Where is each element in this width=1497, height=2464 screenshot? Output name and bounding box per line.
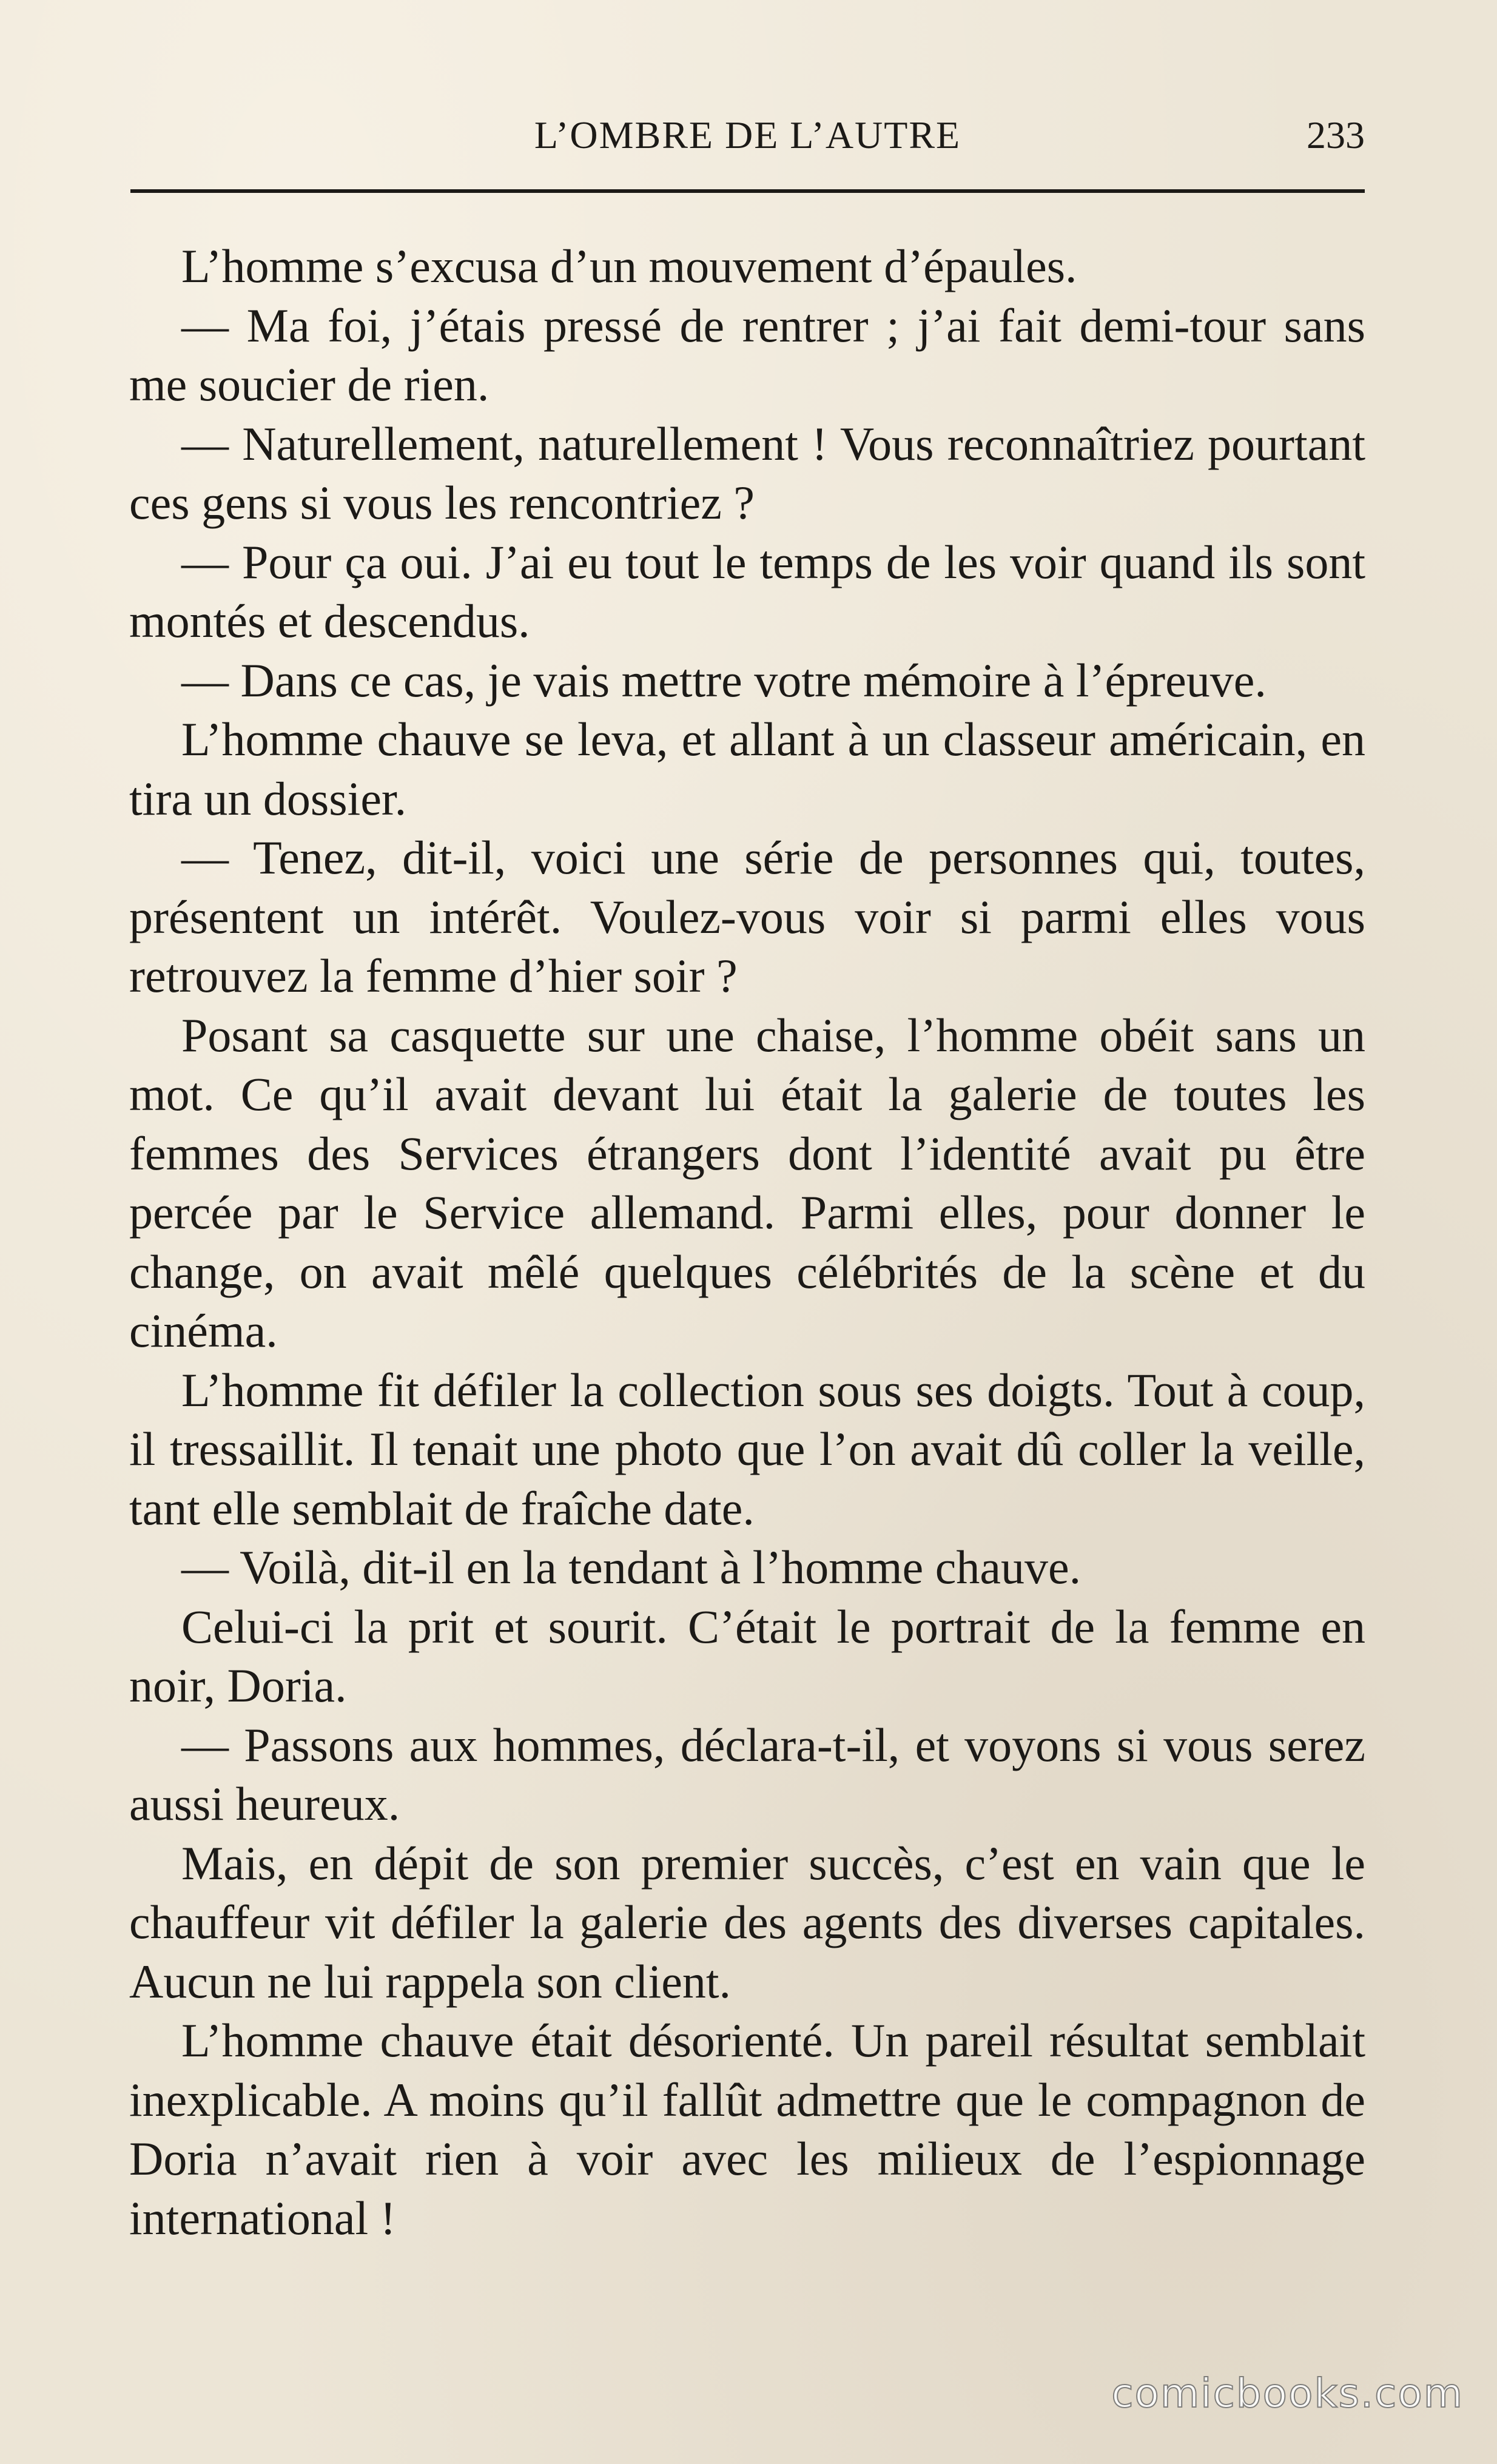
paragraph: — Ma foi, j’étais pressé de rentrer ; j’ai fait demi-tour sans me soucier de rien.: [129, 298, 1365, 411]
watermark: comicbooks.com: [1111, 2370, 1464, 2417]
paragraph: — Tenez, dit-il, voici une série de personnes qui, toutes, présentent un intérêt. Voulez-vous voir si parmi elles vous retrouvez la femme d’hier soir ?: [129, 831, 1365, 1002]
paragraph: L’homme fit défiler la collection sous ses doigts. Tout à coup, il tressaillit. Il tenait une photo que l’on avait dû coller la veille, tant elle semblait de fraîche date.: [129, 1363, 1365, 1535]
paragraph: — Passons aux hommes, déclara-t-il, et voyons si vous serez aussi heureux.: [129, 1718, 1365, 1830]
paragraph: — Voilà, dit-il en la tendant à l’homme chauve.: [181, 1541, 1082, 1594]
paragraph: L’homme chauve se leva, et allant à un classeur américain, en tira un dossier.: [129, 713, 1365, 825]
paragraph: — Pour ça oui. J’ai eu tout le temps de les voir quand ils sont montés et descendus.: [129, 535, 1365, 647]
header-rule: [130, 189, 1365, 193]
paragraph: Celui-ci la prit et sourit. C’était le portrait de la femme en noir, Doria.: [129, 1600, 1365, 1712]
paragraph: Posant sa casquette sur une chaise, l’homme obéit sans un mot. Ce qu’il avait devant lui était la galerie de toutes les femmes des Services étrangers dont l’identité avait pu être percée par le Service allemand. Parmi elles, pour donner le change, on avait mêlé quelques célébrités de la scène et du cinéma.: [129, 1008, 1365, 1357]
paragraph: — Dans ce cas, je vais mettre votre mémoire à l’épreuve.: [181, 653, 1267, 707]
body-text: [129, 237, 1365, 2247]
paragraph: L’homme s’excusa d’un mouvement d’épaules.: [181, 240, 1077, 292]
page-number: 233: [1307, 113, 1365, 157]
paragraph: — Naturellement, naturellement ! Vous reconnaîtriez pourtant ces gens si vous les rencontriez ?: [129, 417, 1365, 529]
running-title: L’OMBRE DE L’AUTRE: [534, 113, 961, 157]
paragraph: L’homme chauve était désorienté. Un pareil résultat semblait inexplicable. A moins qu’il fallût admettre que le compagnon de Doria n’avait rien à voir avec les milieux de l’espionnage international !: [129, 2014, 1365, 2244]
page-header: [130, 108, 1365, 163]
paragraph: Mais, en dépit de son premier succès, c’est en vain que le chauffeur vit défiler la galerie des agents des diverses capitales. Aucun ne lui rappela son client.: [129, 1836, 1365, 2008]
